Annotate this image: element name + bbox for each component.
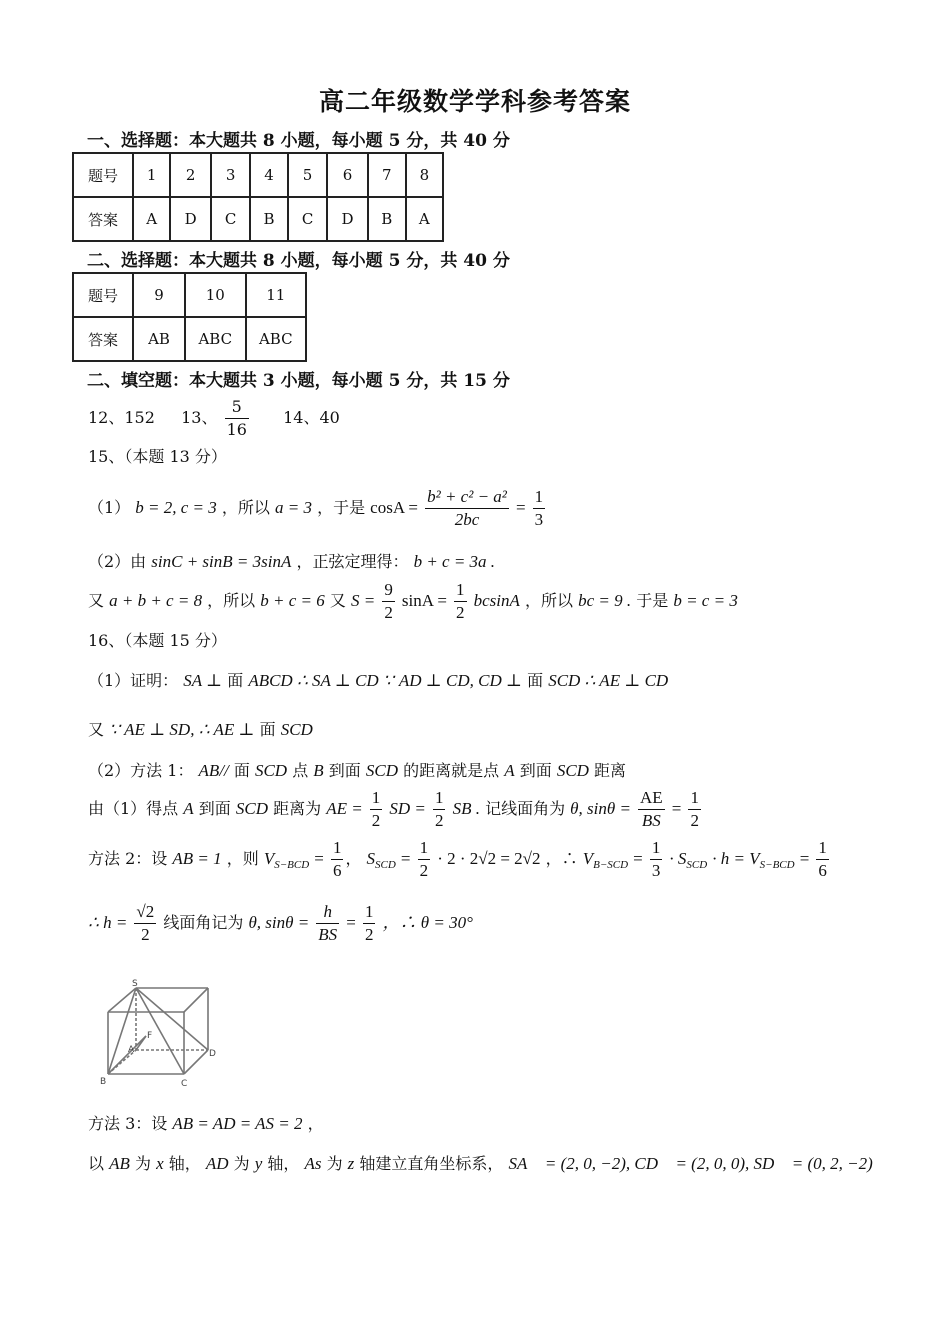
q16-method3-line1: 方法 3：设 AB = AD = AS = 2 ， <box>88 1114 324 1133</box>
cos-formula-fraction: $\frac{\text{b² + c² − a²}}{2bc}$ <box>427 487 507 529</box>
answer-q13-fraction: $\frac{5}{16}$ <box>226 397 247 439</box>
q16-method1-line2: 由（1）得点 A 到面 SCD 距离为 AE = $\frac{1}{2}$ SD = $\frac{1}{2}$ SB . 记线面角为 θ, sinθ = $\frac{AE}{BS}$ = $\frac{1}{2}$ <box>88 788 699 830</box>
table1-answer: B <box>250 197 288 241</box>
answer-table-1 <box>72 152 444 242</box>
section-heading-1: 一、选择题：本大题共 8 小题，每小题 5 分，共 40 分 <box>87 131 510 151</box>
vertex-label-a: A <box>128 1045 135 1055</box>
table2-head-label: 题号 <box>73 273 133 317</box>
answer-table-2 <box>72 272 307 362</box>
vertex-label-b: B <box>100 1077 107 1087</box>
cos-result-fraction: $\frac{1}{3}$ <box>534 487 544 529</box>
table1-answer: A <box>133 197 170 241</box>
section-heading-3: 二、填空题：本大题共 3 小题，每小题 5 分，共 15 分 <box>87 371 510 391</box>
table1-number: 2 <box>170 153 211 197</box>
table1-number: 8 <box>406 153 443 197</box>
q16-part1-proof: （1）证明： SA ⊥ 面 ABCD ∴ SA ⊥ CD ∵ AD ⊥ CD, CD ⊥ 面 SCD ∴ AE ⊥ CD <box>88 671 669 690</box>
vertex-label-s: S <box>132 979 138 989</box>
vertex-label-f: F <box>147 1031 153 1041</box>
q15-part1: （1） b = 2, c = 3 ，所以 a = 3 ，于是 cosA = $\frac{\text{b² + c² − a²}}{2bc}$ = $\frac{1}{3}$ <box>88 487 544 529</box>
q16-method1-line1: （2）方法 1： AB// 面 SCD 点 B 到面 SCD 的距离就是点 A 到面 SCD 距离 <box>88 761 627 780</box>
table1-number: 5 <box>288 153 327 197</box>
table2-number: 9 <box>133 273 185 317</box>
q16-part1-conclusion: 又 ∵ AE ⊥ SD, ∴ AE ⊥ 面 SCD <box>88 720 313 739</box>
table1-number: 7 <box>368 153 406 197</box>
q15-part2-continued: 又 a + b + c = 8 ，所以 b + c = 6 又 S = $\frac{9}{2}$ sinA = $\frac{1}{2}$ bcsinA ，所以 bc = 9 . 于是 b = c = 3 <box>88 580 738 622</box>
table1-answer: C <box>288 197 327 241</box>
table1-answer-label: 答案 <box>73 197 133 241</box>
table1-answer: C <box>211 197 250 241</box>
table2-answer: ABC <box>185 317 246 361</box>
table1-answer: D <box>327 197 368 241</box>
table1-number: 3 <box>211 153 250 197</box>
q16-method2-line1: 方法 2：设 AB = 1 ，则 $V_{S-BCD}$ = $\frac{1}{6}$ ， $S_{SCD}$ = $\frac{1}{2}$ · 2 · 2√2 = 2√2 ，∴ $V_{B-SCD}$ = $\frac{1}{3}$ · $S_{SCD} \cdot h = V_{S-BCD}$ = $\frac{1}{6}$ <box>88 838 827 880</box>
vertex-label-d: D <box>209 1049 216 1059</box>
answer-q13-prefix: 13、 <box>181 408 218 427</box>
table1-answer: D <box>170 197 211 241</box>
q16-method3-line2: 以 AB 为 x 轴， AD 为 y 轴， As 为 z 轴建立直角坐标系， SA⃗ = (2, 0, −2), CD⃗ = (2, 0, 0), SD⃗ = (0, 2, −2) <box>88 1154 873 1173</box>
vertex-label-c: C <box>181 1079 188 1088</box>
answer-q14: 14、40 <box>283 408 340 427</box>
q16-method2-line2: ∴ h = $\frac{√2}{2}$ 线面角记为 θ, sinθ = $\frac{h}{BS}$ = $\frac{1}{2}$ ，∴ θ = 30° <box>88 902 473 944</box>
q16-header: 16、（本题 15 分） <box>88 631 227 650</box>
q15-header: 15、（本题 13 分） <box>88 447 227 466</box>
table2-number: 10 <box>185 273 246 317</box>
table1-number: 4 <box>250 153 288 197</box>
table1-answer: B <box>368 197 406 241</box>
table2-answer: ABC <box>246 317 307 361</box>
fill-in-answers <box>88 396 340 441</box>
cube-pyramid-figure <box>96 976 226 1088</box>
table2-number: 11 <box>246 273 307 317</box>
section-heading-2: 二、选择题：本大题共 8 小题，每小题 5 分，共 40 分 <box>87 251 510 271</box>
table1-answer: A <box>406 197 443 241</box>
answer-q12: 12、152 <box>88 408 155 427</box>
table1-number: 1 <box>133 153 170 197</box>
q15-part2: （2）由 sinC + sinB = 3sinA ，正弦定理得： b + c = 3a . <box>88 552 496 571</box>
table2-answer-label: 答案 <box>73 317 133 361</box>
table1-head-label: 题号 <box>73 153 133 197</box>
page-title: 高二年级数学学科参考答案 <box>318 87 631 116</box>
table1-number: 6 <box>327 153 368 197</box>
table2-answer: AB <box>133 317 185 361</box>
